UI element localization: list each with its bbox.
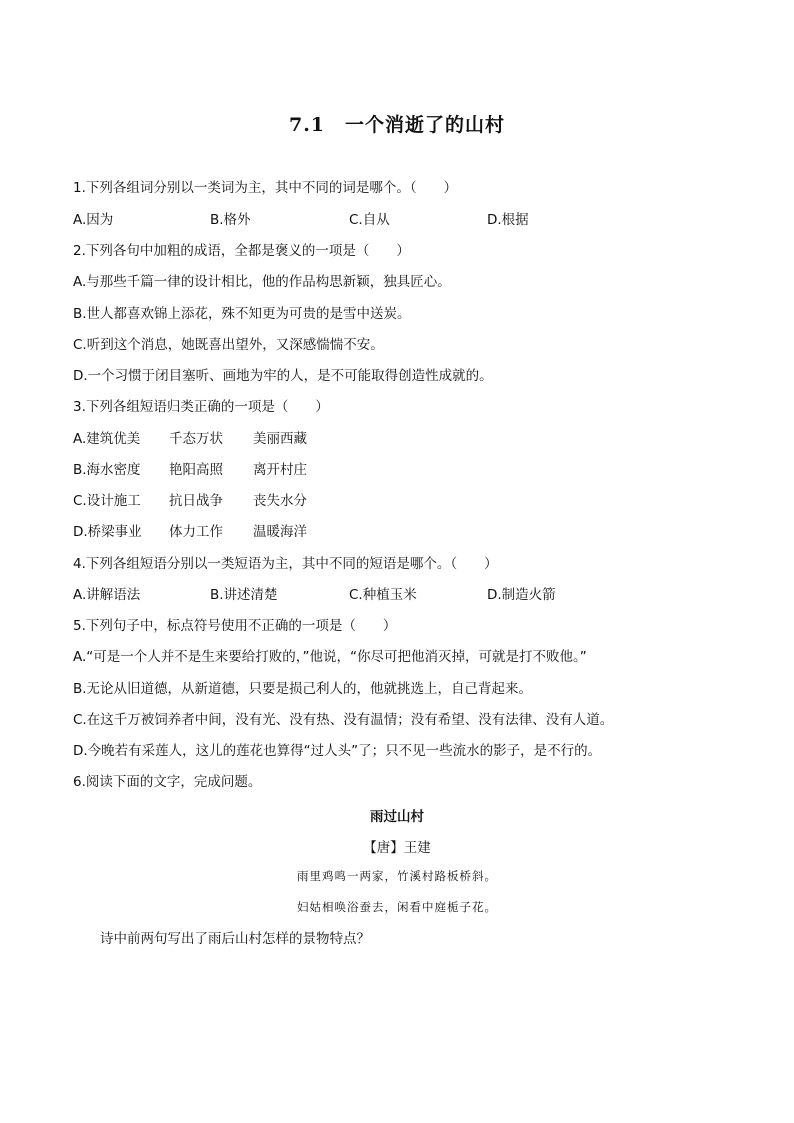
question-3-row-a-item-1: A.建筑优美 [73,431,141,447]
question-2-option-d: D.一个习惯于闭目塞听、画地为牢的人，是不可能取得创造性成就的。 [73,368,493,384]
question-3-row-a-item-2: 千态万状 [169,431,223,447]
question-1-option-d: D.根据 [487,212,529,228]
question-6-stem: 6.阅读下面的文字，完成问题。 [73,774,262,790]
page-title: 7.1 一个消逝了的山村 [288,114,506,136]
question-6-prompt: 诗中前两句写出了雨后山村怎样的景物特点？ [100,931,370,947]
question-3-row-d-item-2: 体力工作 [169,524,223,540]
question-3-row-c-item-2: 抗日战争 [169,493,223,509]
question-1-option-c: C.自从 [349,212,390,228]
question-3-row-b-item-1: B.海水密度 [73,462,141,478]
question-1-option-a: A.因为 [73,212,114,228]
question-3-row-d-item-3: 温暖海洋 [253,524,307,540]
question-2-option-b: B.世人都喜欢锦上添花，殊不知更为可贵的是雪中送炭。 [73,306,411,322]
question-1-stem: 1.下列各组词分别以一类词为主，其中不同的词是哪个。（ ） [73,180,458,196]
question-2-option-c: C.听到这个消息，她既喜出望外，又深感惴惴不安。 [73,337,384,353]
question-2-option-a: A.与那些千篇一律的设计相比，他的作品构思新颖，独具匠心。 [73,274,451,290]
question-4-stem: 4.下列各组短语分别以一类短语为主，其中不同的短语是哪个。（ ） [73,556,498,572]
question-5-option-a: A.“可是一个人并不是生来要给打败的，”他说，“你尽可把他消灭掉，可就是打不败他。” [73,649,587,665]
poem-line-1: 雨里鸡鸣一两家，竹溪村路板桥斜。 [297,869,497,883]
question-4-option-c: C.种植玉米 [349,587,417,603]
question-3-row-d-item-1: D.桥梁事业 [73,524,142,540]
question-3-row-c-item-3: 丧失水分 [253,493,307,509]
question-4-option-a: A.讲解语法 [73,587,141,603]
question-5-stem: 5.下列句子中，标点符号使用不正确的一项是（ ） [73,618,397,634]
question-5-option-b: B.无论从旧道德，从新道德，只要是损己利人的，他就挑选上，自己背起来。 [73,681,533,697]
question-3-stem: 3.下列各组短语归类正确的一项是（ ） [73,399,329,415]
question-4-option-d: D.制造火箭 [487,587,556,603]
question-5-option-d: D.今晚若有采莲人，这儿的莲花也算得“过人头”了；只不见一些流水的影子，是不行的。 [73,743,602,759]
question-2-stem: 2.下列各句中加粗的成语，全都是褒义的一项是（ ） [73,243,410,259]
question-3-row-b-item-3: 离开村庄 [253,462,307,478]
question-3-row-b-item-2: 艳阳高照 [169,462,223,478]
poem-author: 【唐】王建 [363,840,431,856]
question-1-option-b: B.格外 [210,212,251,228]
question-5-option-c: C.在这千万被饲养者中间，没有光、没有热、没有温情；没有希望、没有法律、没有人道。 [73,712,614,728]
question-4-option-b: B.讲述清楚 [210,587,278,603]
poem-line-2: 妇姑相唤浴蚕去，闲看中庭栀子花。 [297,900,497,914]
question-3-row-a-item-3: 美丽西藏 [253,431,307,447]
question-3-row-c-item-1: C.设计施工 [73,493,141,509]
poem-title: 雨过山村 [370,809,424,825]
